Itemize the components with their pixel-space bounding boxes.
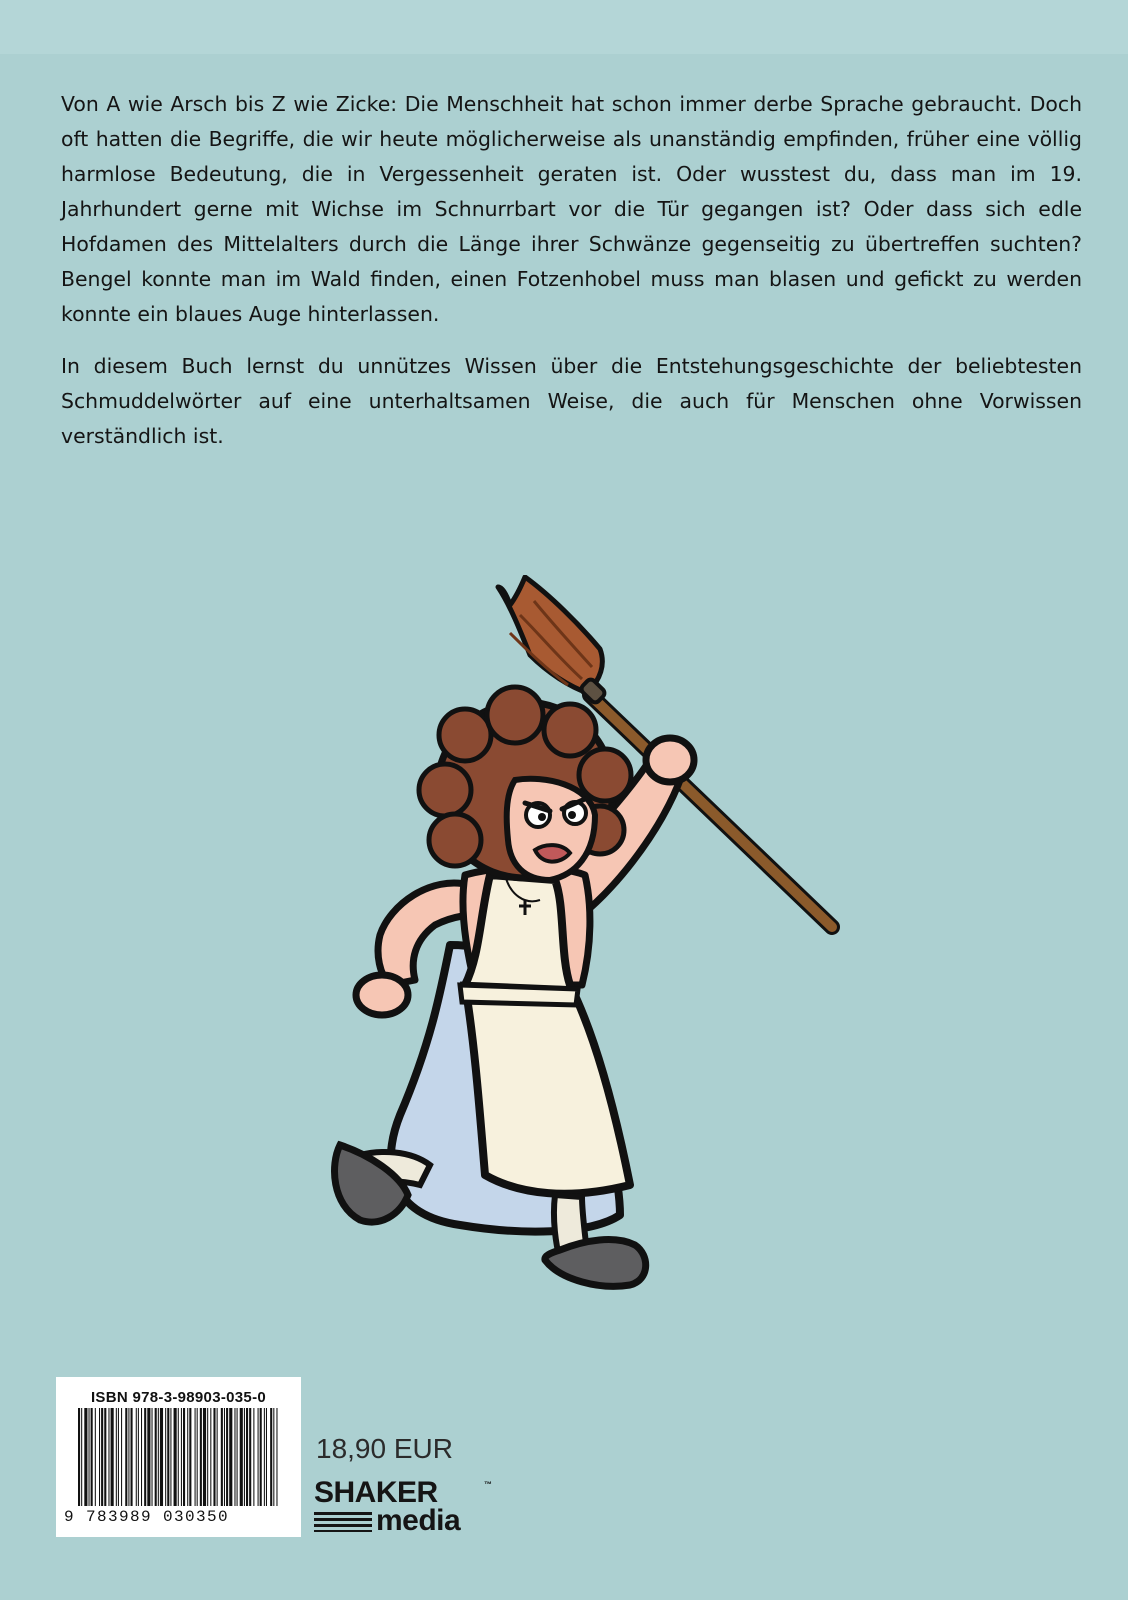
barcode-bar	[203, 1408, 206, 1506]
back-cover-blurb	[61, 87, 1082, 471]
barcode-bar	[131, 1408, 133, 1506]
barcode-bar	[89, 1408, 90, 1506]
logo-shaker-text: SHAKER	[314, 1476, 438, 1509]
logo-stripes-icon	[314, 1512, 374, 1532]
barcode-bar	[178, 1408, 179, 1506]
barcode-bar	[121, 1408, 122, 1506]
logo-media-text: media	[376, 1504, 461, 1537]
blurb-paragraph-1: Von A wie Arsch bis Z wie Zicke: Die Menschheit hat schon immer derbe Sprache gebraucht. Doch oft hatten die Begriffe, die wir heute möglicherweise als unanständig empfinden, früher eine völlig harmlose Bedeutung, die in Vergessenheit geraten ist. Oder wusstest du, dass man im 19. Jahrhundert gerne mit Wichse im Schnurrbart vor die Tür gegangen ist? Oder dass sich edle Hofdamen des Mittelalters durch die Länge ihrer Schwänze gegenseitig zu übertreffen suchten? Bengel konnte man im Wald finden, einen Fotzenhobel muss man blasen und gefickt zu werden konnte ein blaues Auge hinterlassen.	[61, 92, 1082, 326]
barcode-bar	[197, 1408, 198, 1506]
barcode-bar	[213, 1408, 215, 1506]
barcode-bar	[181, 1408, 182, 1506]
barcode-bar	[152, 1408, 153, 1506]
barcode-bar	[207, 1408, 208, 1506]
logo-trademark: ™	[484, 1480, 492, 1489]
shaker-media-logo	[314, 1478, 494, 1542]
barcode-bars	[78, 1408, 278, 1506]
barcode-bar	[244, 1408, 245, 1506]
barcode-bar	[160, 1408, 163, 1506]
barcode-bar	[141, 1408, 142, 1506]
barcode-bar	[270, 1408, 272, 1506]
barcode-bar	[165, 1408, 166, 1506]
barcode-bar	[189, 1408, 191, 1506]
barcode-bar	[195, 1408, 196, 1506]
ean-digits: 9 783989 030350	[64, 1508, 230, 1526]
top-band	[0, 0, 1128, 54]
barcode-bar	[273, 1408, 274, 1506]
barcode-bar	[221, 1408, 223, 1506]
blurb-paragraph-2: In diesem Buch lernst du unnützes Wissen über die Entstehungsgeschichte der beliebtesten Schmuddelwörter auf eine unterhaltsamen Weise, die auch für Menschen ohne Vorwissen verständlich ist.	[61, 354, 1082, 448]
head	[419, 687, 631, 880]
barcode-bar	[240, 1408, 243, 1506]
barcode-bar	[144, 1408, 146, 1506]
price: 18,90 EUR	[316, 1433, 453, 1464]
barcode-bar	[167, 1408, 169, 1506]
barcode-bar	[91, 1408, 93, 1506]
barcode-bar	[224, 1408, 225, 1506]
barcode-bar	[246, 1408, 248, 1506]
barcode-bar	[264, 1408, 265, 1506]
barcode-bar	[108, 1408, 109, 1506]
barcode-bar	[84, 1408, 87, 1506]
barcode-bar	[99, 1408, 100, 1506]
barcode-bar	[237, 1408, 238, 1506]
barcode-bar	[217, 1408, 218, 1506]
barcode-bar	[234, 1408, 235, 1506]
barcode-bar	[174, 1408, 177, 1506]
barcode-bar	[210, 1408, 211, 1506]
barcode-bar	[125, 1408, 127, 1506]
barcode-bar	[260, 1408, 262, 1506]
barcode-bar	[78, 1408, 80, 1506]
barcode-bar	[187, 1408, 188, 1506]
barcode-bar	[118, 1408, 119, 1506]
barcode-bar	[226, 1408, 228, 1506]
angry-woman-with-broom-illustration	[320, 575, 880, 1335]
barcode-bar	[111, 1408, 114, 1506]
barcode-bar	[200, 1408, 202, 1506]
barcode-bar	[276, 1408, 277, 1506]
barcode-bar	[104, 1408, 106, 1506]
barcode-bar	[253, 1408, 254, 1506]
barcode-bar	[183, 1408, 185, 1506]
barcode-bar	[147, 1408, 150, 1506]
barcode-bar	[128, 1408, 129, 1506]
barcode-bar	[249, 1408, 251, 1506]
barcode-bar	[138, 1408, 139, 1506]
barcode-bar	[258, 1408, 259, 1506]
barcode-bar	[136, 1408, 137, 1506]
barcode-bar	[101, 1408, 103, 1506]
right-shoe	[545, 1240, 646, 1287]
isbn-label: ISBN 978-3-98903-035-0	[90, 1389, 267, 1406]
barcode-bar	[155, 1408, 157, 1506]
barcode-bar	[266, 1408, 267, 1506]
isbn-barcode	[56, 1377, 301, 1537]
apron	[465, 875, 630, 1194]
barcode-bar	[81, 1408, 82, 1506]
barcode-bar	[116, 1408, 117, 1506]
barcode-bar	[170, 1408, 171, 1506]
barcode-bar	[229, 1408, 232, 1506]
barcode-bar	[95, 1408, 96, 1506]
barcode-bar	[158, 1408, 159, 1506]
